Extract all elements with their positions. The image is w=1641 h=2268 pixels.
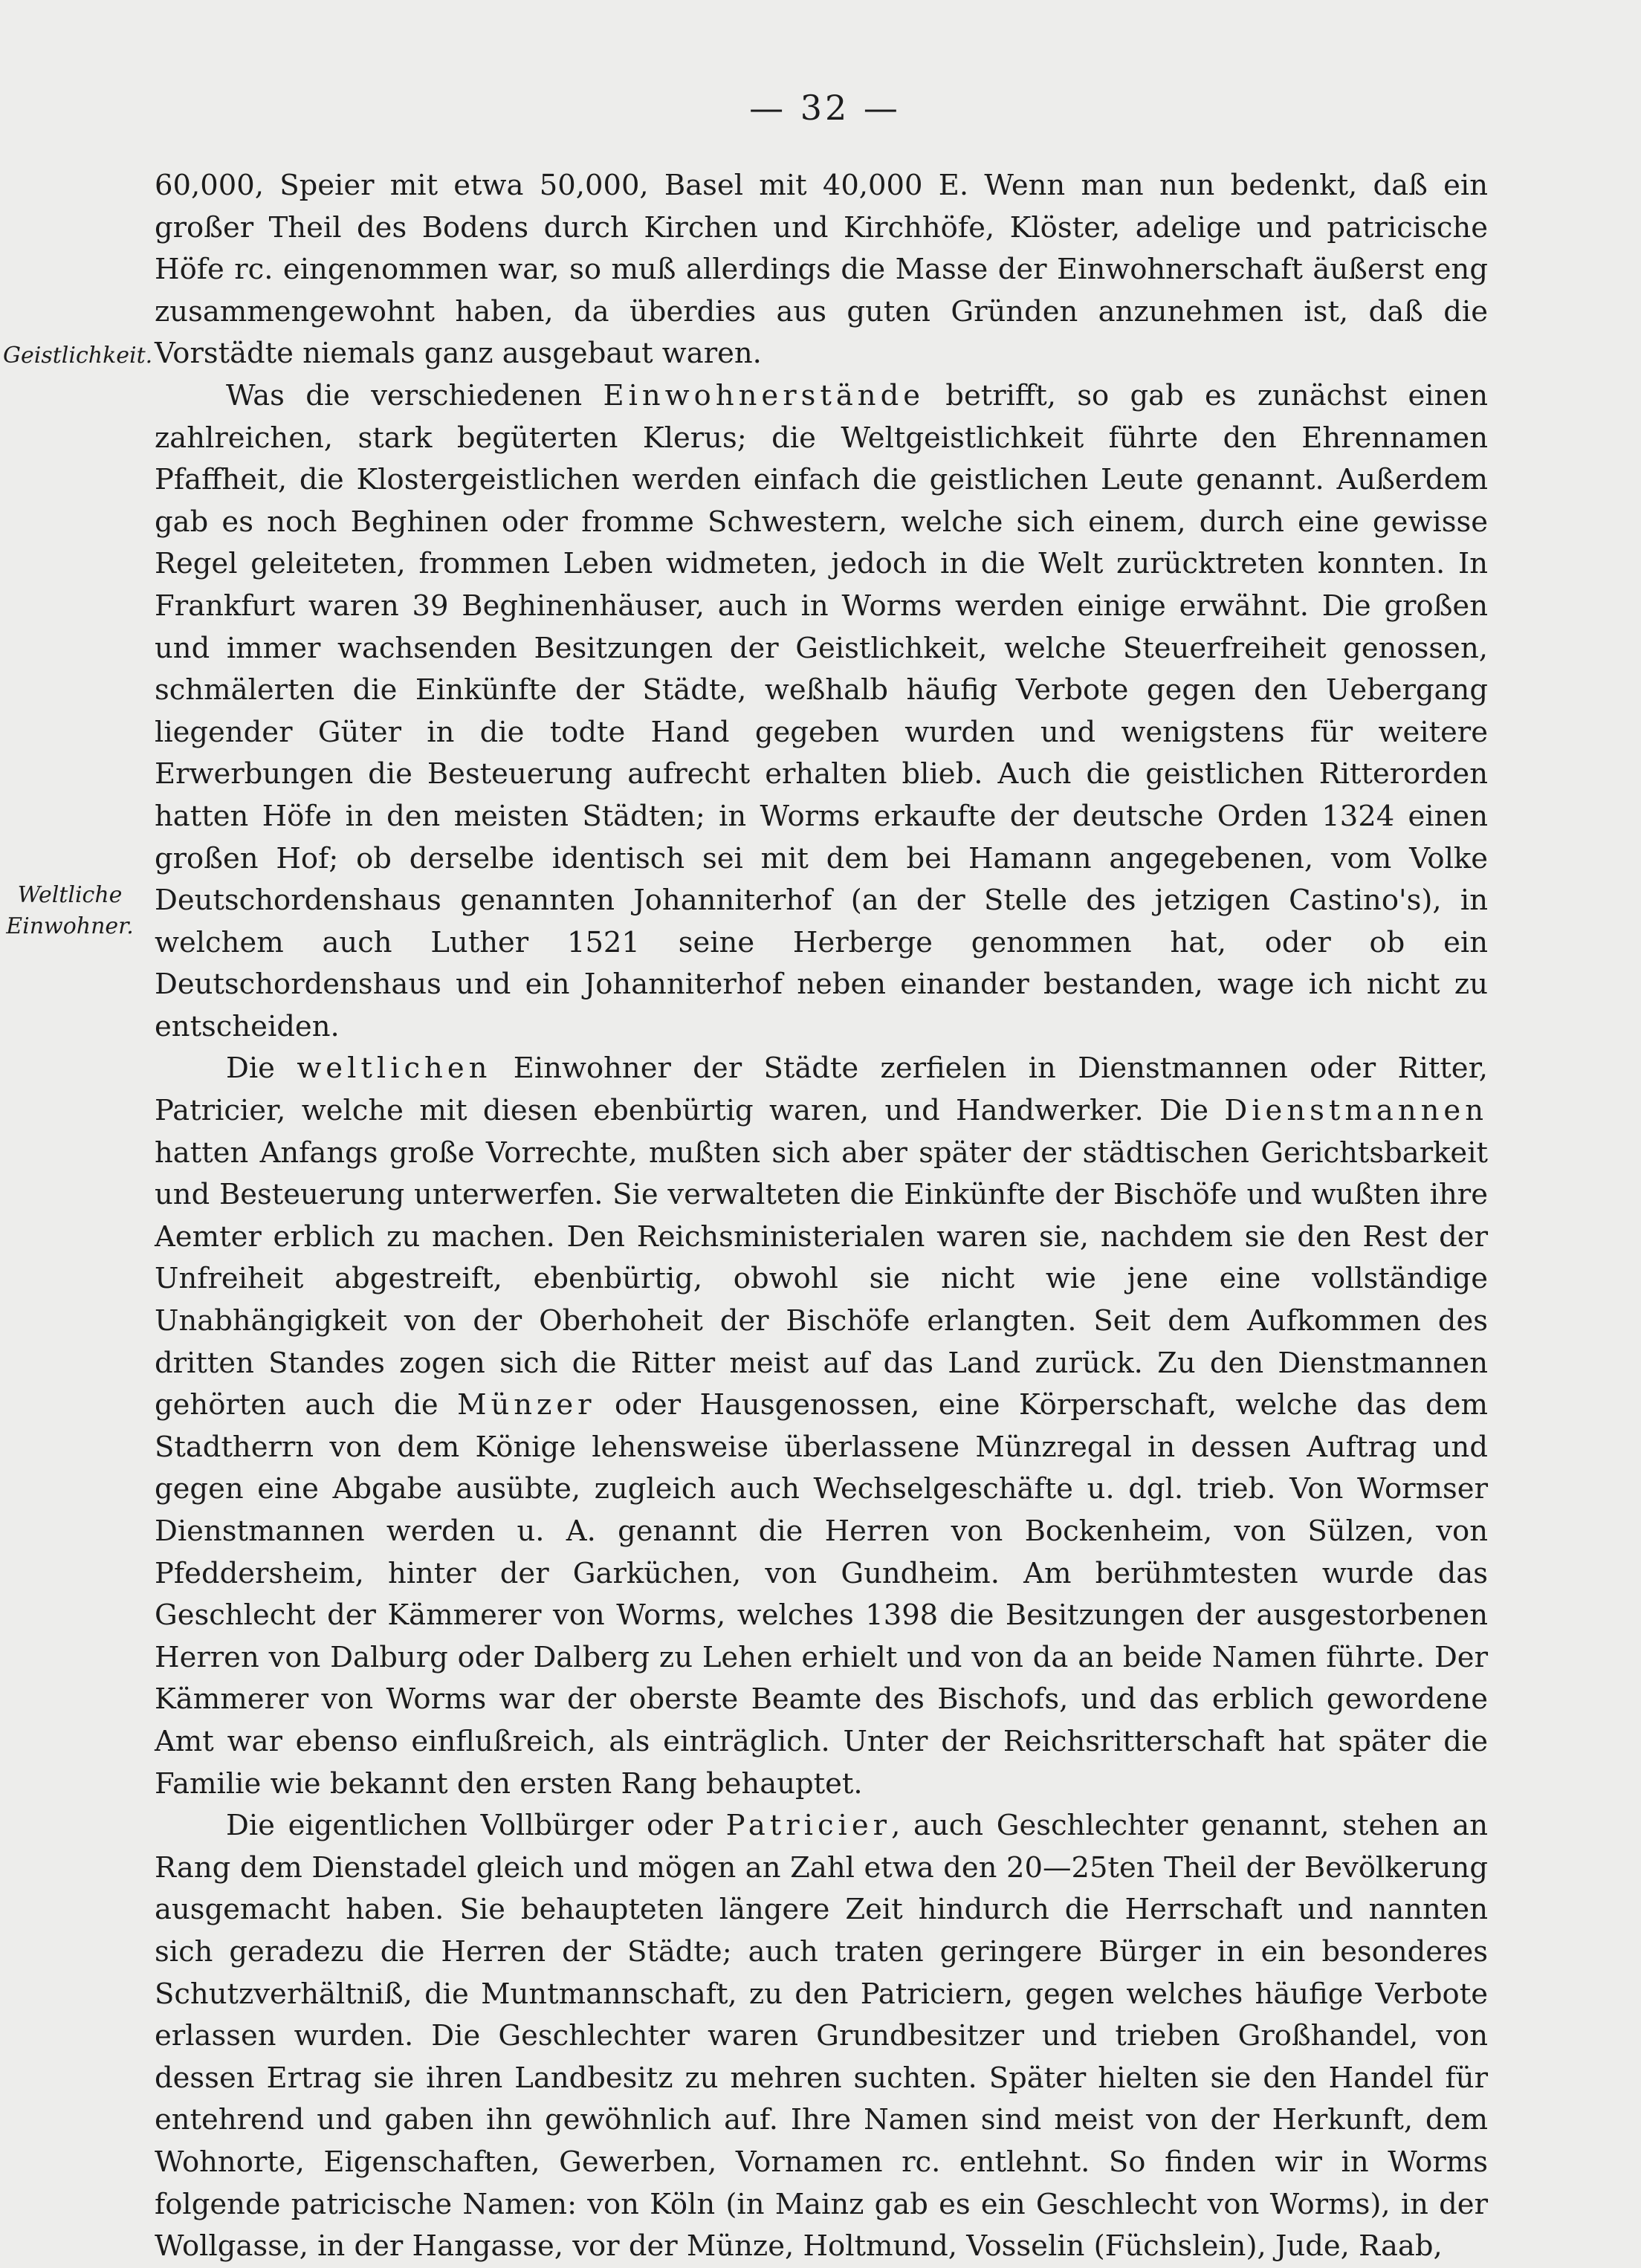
- emphasis-dienstmannen: Dienstmannen: [1224, 1094, 1488, 1128]
- text-run: Die: [226, 1052, 297, 1086]
- emphasis-weltlichen: weltlichen: [297, 1052, 492, 1086]
- margin-note-line: Weltliche: [17, 882, 123, 908]
- margin-note-weltliche: [3, 880, 137, 942]
- text-run: betrifft, so gab es zunächst einen zahlreichen, stark begüterten Klerus; die Weltgeistlichkeit führte den Ehrennamen Pfaffheit, die Klostergeistlichen werden einfach die geistlichen Leute genannt. Außerdem gab es noch Beghinen oder fromme Schwestern, welche sich einem, durch eine gewisse Regel geleiteten, frommen Leben widmeten, jedoch in die Welt zurücktreten konnten. In Frankfurt waren 39 Beghinenhäuser, auch in Worms werden einige erwähnt. Die großen und immer wachsenden Besitzungen der Geistlichkeit, welche Steuerfreiheit genossen, schmälerten die Einkünfte der Städte, weßhalb häufig Verbote gegen den Uebergang liegender Güter in die todte Hand gegeben wurden und wenigstens für weitere Erwerbungen die Besteuerung aufrecht erhalten blieb. Auch die geistlichen Ritterorden hatten Höfe in den meisten Städten; in Worms erkaufte der deutsche Orden 1324 einen großen Hof; ob derselbe identisch sei mit dem bei Hamann angegebenen, vom Volke Deutschordenshaus genannten Johanniterhof (an der Stelle des jetzigen Castino's), in welchem auch Luther 1521 seine Herberge genommen hat, oder ob ein Deutschordenshaus und ein Johanniterhof neben einander bestanden, wage ich nicht zu entscheiden.: [155, 378, 1488, 1043]
- text-run: Was die verschiedenen: [226, 378, 603, 412]
- paragraph-1: 60,000, Speier mit etwa 50,000, Basel mit 40,000 E. Wenn man nun bedenkt, daß ein großer Theil des Bodens durch Kirchen und Kirchhöfe, Klöster, adelige und patricische Höfe rc. eingenommen war, so muß allerdings die Masse der Einwohnerschaft äußerst eng zusammengewohnt haben, da überdies aus guten Gründen anzunehmen ist, daß die Vorstädte niemals ganz ausgebaut waren.: [155, 169, 1488, 371]
- emphasis-muenzer: Münzer: [457, 1388, 596, 1422]
- text-run: Die eigentlichen Vollbürger oder: [226, 1809, 726, 1843]
- paragraph-4: [155, 1805, 1488, 2268]
- text-run: Einwohner der Städte zerfielen in Dienstmannen oder Ritter, Patricier, welche mit diesen ebenbürtig waren, und Handwerker. Die: [155, 1052, 1488, 1128]
- paragraph-2: [155, 375, 1488, 1049]
- margin-note-line: Einwohner.: [6, 913, 134, 939]
- margin-note-geistlichkeit: Geistlichkeit.: [3, 343, 153, 369]
- paragraph-3: [155, 1048, 1488, 1805]
- text-run: oder Hausgenossen, eine Körperschaft, welche das dem Stadtherrn von dem Könige lehensweise überlassene Münzregal in dessen Auftrag und gegen eine Abgabe ausübte, zugleich auch Wechselgeschäfte u. dgl. trieb. Von Wormser Dienstmannen werden u. A. genannt die Herren von Bockenheim, von Sülzen, von Pfeddersheim, hinter der Garküchen, von Gundheim. Am berühmtesten wurde das Geschlecht der Kämmerer von Worms, welches 1398 die Besitzungen der ausgestorbenen Herren von Dalburg oder Dalberg zu Lehen erhielt und von da an beide Namen führte. Der Kämmerer von Worms war der oberste Beamte des Bischofs, und das erblich gewordene Amt war ebenso einflußreich, als einträglich. Unter der Reichsritterschaft hat später die Familie wie bekannt den ersten Rang behauptet.: [155, 1388, 1488, 1801]
- text-run: , auch Geschlechter genannt, stehen an Rang dem Dienstadel gleich und mögen an Zahl etwa den 20—25ten Theil der Bevölkerung ausgemacht haben. Sie behaupteten längere Zeit hindurch die Herrschaft und nannten sich geradezu die Herren der Städte; auch traten geringere Bürger in ein besonderes Schutzverhältniß, die Muntmannschaft, zu den Patriciern, gegen welches häufige Verbote erlassen wurden. Die Geschlechter waren Grundbesitzer und trieben Großhandel, von dessen Ertrag sie ihren Landbesitz zu mehren suchten. Später hielten sie den Handel für entehrend und gaben ihn gewöhnlich auf. Ihre Namen sind meist von der Herkunft, dem Wohnorte, Eigenschaften, Gewerben, Vornamen rc. entlehnt. So finden wir in Worms folgende patricische Namen: von Köln (in Mainz gab es ein Geschlecht von Worms), in der Wollgasse, in der Hangasse, vor der Münze, Holtmund, Vosselin (Füchslein), Jude, Raab,: [155, 1809, 1489, 2264]
- emphasis-patricier: Patricier: [725, 1809, 892, 1843]
- emphasis-einwohnerstaende: Einwohnerstände: [603, 378, 925, 412]
- body-text: [155, 165, 1488, 2268]
- text-run: hatten Anfangs große Vorrechte, mußten sich aber später der städtischen Gerichtsbarkeit und Besteuerung unterwerfen. Sie verwalteten die Einkünfte der Bischöfe und wußten ihre Aemter erblich zu machen. Den Reichsministerialen waren sie, nachdem sie den Rest der Unfreiheit abgestreift, ebenbürtig, obwohl sie nicht wie jene eine vollständige Unabhängigkeit von der Oberhoheit der Bischöfe erlangten. Seit dem Aufkommen des dritten Standes zogen sich die Ritter meist auf das Land zurück. Zu den Dienstmannen gehörten auch die: [155, 1135, 1488, 1422]
- page-number: — 32 —: [749, 88, 901, 128]
- margin-notes: [0, 0, 153, 2108]
